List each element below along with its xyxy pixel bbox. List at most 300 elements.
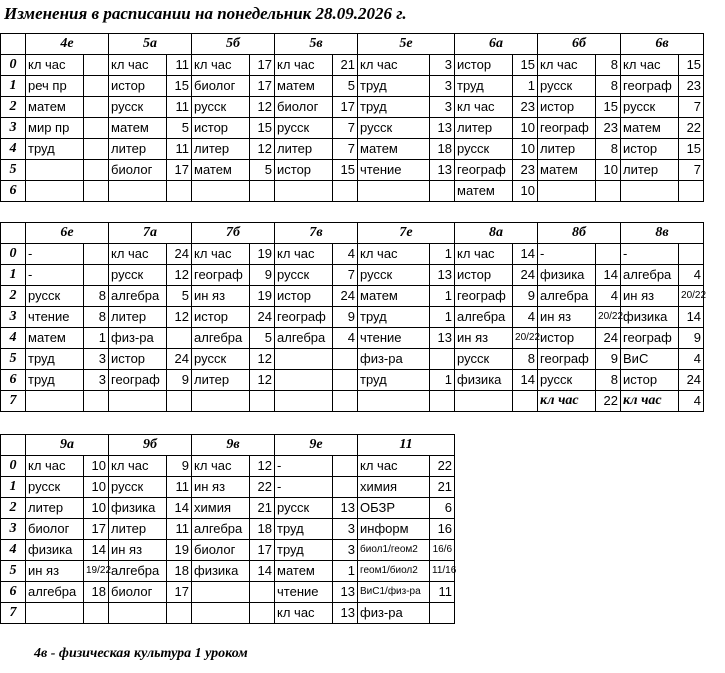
subject-cell: географ — [538, 118, 596, 139]
room-cell: 22 — [679, 118, 704, 139]
room-cell — [596, 181, 621, 202]
subject-cell: русск — [109, 265, 167, 286]
subject-cell: кл час — [192, 55, 250, 76]
room-cell — [250, 391, 275, 412]
room-cell: 1 — [333, 561, 358, 582]
subject-cell: матем — [109, 118, 167, 139]
subject-cell: ин яз — [621, 286, 679, 307]
room-cell: 17 — [333, 97, 358, 118]
subject-cell: - — [275, 456, 333, 477]
subject-cell: истор — [621, 370, 679, 391]
room-cell: 4 — [333, 244, 358, 265]
schedule-table-2 — [0, 222, 707, 412]
room-cell: 9 — [167, 370, 192, 391]
lesson-number: 4 — [1, 540, 26, 561]
lesson-number: 3 — [1, 307, 26, 328]
room-cell: 4 — [333, 328, 358, 349]
room-cell: 11 — [167, 97, 192, 118]
subject-cell: труд — [455, 76, 513, 97]
subject-cell: истор — [455, 265, 513, 286]
lesson-row — [1, 97, 704, 118]
subject-cell: физ-ра — [358, 349, 430, 370]
room-cell: 5 — [250, 328, 275, 349]
subject-cell: матем — [275, 561, 333, 582]
lesson-row — [1, 456, 455, 477]
subject-cell: ОБЗР — [358, 498, 430, 519]
lesson-number: 5 — [1, 561, 26, 582]
class-header: 8б — [538, 223, 621, 244]
room-cell: 15 — [596, 97, 621, 118]
subject-cell — [26, 603, 84, 624]
schedule-table-3 — [0, 434, 455, 624]
subject-cell: кл час — [455, 97, 513, 118]
lesson-number: 7 — [1, 391, 26, 412]
subject-cell: биолог — [275, 97, 333, 118]
subject-cell: ВиС — [621, 349, 679, 370]
corner-cell — [1, 34, 26, 55]
subject-cell: истор — [538, 328, 596, 349]
subject-cell: информ — [358, 519, 430, 540]
subject-cell: ин яз — [538, 307, 596, 328]
room-cell: 4 — [513, 307, 538, 328]
subject-cell: ВиС1/физ-ра — [358, 582, 430, 603]
subject-cell: литер — [538, 139, 596, 160]
subject-cell: литер — [192, 139, 250, 160]
lesson-number: 6 — [1, 582, 26, 603]
room-cell: 23 — [679, 76, 704, 97]
room-cell — [333, 391, 358, 412]
room-cell: 4 — [679, 265, 704, 286]
subject-cell: алгебра — [109, 286, 167, 307]
subject-cell: литер — [109, 307, 167, 328]
subject-cell: русск — [358, 118, 430, 139]
subject-cell: кл час — [275, 603, 333, 624]
room-cell: 7 — [679, 160, 704, 181]
room-cell: 8 — [84, 307, 109, 328]
room-cell: 22 — [250, 477, 275, 498]
room-cell: 10 — [84, 498, 109, 519]
room-cell — [679, 181, 704, 202]
subject-cell — [192, 603, 250, 624]
lesson-number: 5 — [1, 349, 26, 370]
lesson-number: 0 — [1, 244, 26, 265]
room-cell: 8 — [596, 139, 621, 160]
subject-cell — [621, 181, 679, 202]
subject-cell: русск — [538, 76, 596, 97]
room-cell: 18 — [167, 561, 192, 582]
subject-cell: литер — [109, 519, 167, 540]
subject-cell: физика — [455, 370, 513, 391]
lesson-number: 1 — [1, 477, 26, 498]
class-header: 6в — [621, 34, 704, 55]
room-cell — [250, 603, 275, 624]
room-cell: 13 — [430, 160, 455, 181]
subject-cell: кл час — [538, 391, 596, 412]
room-cell: 9 — [250, 265, 275, 286]
subject-cell: алгебра — [26, 582, 84, 603]
room-cell: 1 — [513, 76, 538, 97]
room-cell: 5 — [167, 286, 192, 307]
lesson-number: 5 — [1, 160, 26, 181]
room-cell: 14 — [513, 244, 538, 265]
subject-cell: физика — [621, 307, 679, 328]
subject-cell: алгебра — [621, 265, 679, 286]
room-cell: 7 — [333, 118, 358, 139]
room-cell: 11 — [430, 582, 455, 603]
subject-cell: русск — [455, 349, 513, 370]
subject-cell: географ — [621, 328, 679, 349]
room-cell: 11 — [167, 55, 192, 76]
lesson-number: 6 — [1, 370, 26, 391]
room-cell — [513, 391, 538, 412]
subject-cell: русск — [275, 118, 333, 139]
lesson-number: 4 — [1, 328, 26, 349]
room-cell: 1 — [430, 286, 455, 307]
subject-cell: кл час — [109, 55, 167, 76]
room-cell: 24 — [167, 349, 192, 370]
subject-cell: географ — [192, 265, 250, 286]
room-cell: 12 — [250, 370, 275, 391]
room-cell: 10 — [596, 160, 621, 181]
subject-cell: матем — [358, 139, 430, 160]
subject-cell: труд — [26, 349, 84, 370]
room-cell: 14 — [167, 498, 192, 519]
room-cell: 3 — [84, 370, 109, 391]
subject-cell — [109, 603, 167, 624]
class-header: 9б — [109, 435, 192, 456]
room-cell: 10 — [84, 477, 109, 498]
subject-cell: литер — [26, 498, 84, 519]
room-cell: 9 — [596, 349, 621, 370]
class-header: 7в — [275, 223, 358, 244]
lesson-row — [1, 265, 704, 286]
room-cell: 13 — [430, 118, 455, 139]
subject-cell: - — [275, 477, 333, 498]
room-cell: 6 — [430, 498, 455, 519]
subject-cell: русск — [26, 477, 84, 498]
room-cell: 21 — [250, 498, 275, 519]
subject-cell — [109, 391, 167, 412]
subject-cell: ин яз — [192, 286, 250, 307]
room-cell — [84, 391, 109, 412]
subject-cell: матем — [455, 181, 513, 202]
room-cell: 15 — [167, 76, 192, 97]
room-cell: 12 — [250, 456, 275, 477]
room-cell — [333, 370, 358, 391]
subject-cell: химия — [192, 498, 250, 519]
subject-cell — [26, 160, 84, 181]
room-cell: 23 — [596, 118, 621, 139]
lesson-number: 2 — [1, 498, 26, 519]
room-cell — [333, 181, 358, 202]
room-cell: 23 — [513, 160, 538, 181]
subject-cell: - — [26, 265, 84, 286]
subject-cell: истор — [109, 349, 167, 370]
lesson-row — [1, 328, 704, 349]
subject-cell: биол1/геом2 — [358, 540, 430, 561]
subject-cell: литер — [192, 370, 250, 391]
subject-cell: истор — [192, 118, 250, 139]
subject-cell: труд — [358, 97, 430, 118]
room-cell: 8 — [513, 349, 538, 370]
room-cell: 4 — [596, 286, 621, 307]
subject-cell: - — [26, 244, 84, 265]
room-cell: 7 — [333, 139, 358, 160]
lesson-number: 3 — [1, 519, 26, 540]
room-cell: 11 — [167, 139, 192, 160]
subject-cell: кл час — [275, 55, 333, 76]
class-header: 6б — [538, 34, 621, 55]
room-cell: 18 — [250, 519, 275, 540]
class-header: 4е — [26, 34, 109, 55]
subject-cell — [192, 391, 250, 412]
room-cell: 17 — [84, 519, 109, 540]
subject-cell: чтение — [358, 160, 430, 181]
lesson-row — [1, 181, 704, 202]
subject-cell: кл час — [455, 244, 513, 265]
subject-cell: биолог — [192, 540, 250, 561]
subject-cell: - — [621, 244, 679, 265]
subject-cell: истор — [621, 139, 679, 160]
subject-cell: биолог — [109, 160, 167, 181]
subject-cell: химия — [358, 477, 430, 498]
subject-cell: алгебра — [538, 286, 596, 307]
lesson-row — [1, 76, 704, 97]
subject-cell: труд — [358, 76, 430, 97]
room-cell: 10 — [513, 181, 538, 202]
room-cell — [430, 391, 455, 412]
lesson-row — [1, 498, 455, 519]
room-cell — [167, 603, 192, 624]
subject-cell — [455, 391, 513, 412]
room-cell: 16 — [430, 519, 455, 540]
subject-cell — [538, 181, 596, 202]
subject-cell: труд — [358, 370, 430, 391]
lesson-row — [1, 139, 704, 160]
corner-cell — [1, 223, 26, 244]
room-cell: 17 — [167, 160, 192, 181]
room-cell: 15 — [679, 139, 704, 160]
subject-cell: кл час — [192, 244, 250, 265]
room-cell — [333, 477, 358, 498]
subject-cell: чтение — [26, 307, 84, 328]
room-cell: 21 — [333, 55, 358, 76]
subject-cell — [358, 181, 430, 202]
page-title: Изменения в расписании на понедельник 28.09.2026 г. — [4, 4, 407, 23]
room-cell: 24 — [250, 307, 275, 328]
room-cell: 7 — [333, 265, 358, 286]
subject-cell — [192, 582, 250, 603]
room-cell: 3 — [430, 97, 455, 118]
lesson-number: 0 — [1, 456, 26, 477]
subject-cell — [192, 181, 250, 202]
class-header: 6а — [455, 34, 538, 55]
room-cell — [84, 160, 109, 181]
class-header: 5в — [275, 34, 358, 55]
subject-cell: русск — [275, 498, 333, 519]
subject-cell: русск — [192, 349, 250, 370]
subject-cell: реч пр — [26, 76, 84, 97]
lesson-row — [1, 244, 704, 265]
room-cell: 13 — [430, 265, 455, 286]
room-cell: 24 — [513, 265, 538, 286]
room-cell: 19 — [167, 540, 192, 561]
room-cell: 10 — [84, 456, 109, 477]
subject-cell — [26, 391, 84, 412]
subject-cell: алгебра — [192, 328, 250, 349]
room-cell: 24 — [333, 286, 358, 307]
room-cell: 20/22 — [596, 307, 621, 328]
subject-cell: географ — [621, 76, 679, 97]
subject-cell: чтение — [358, 328, 430, 349]
subject-cell: литер — [621, 160, 679, 181]
subject-cell: истор — [538, 97, 596, 118]
corner-cell — [1, 435, 26, 456]
subject-cell: русск — [26, 286, 84, 307]
subject-cell — [275, 391, 333, 412]
subject-cell: физ-ра — [109, 328, 167, 349]
lesson-number: 0 — [1, 55, 26, 76]
room-cell: 17 — [250, 540, 275, 561]
room-cell — [596, 244, 621, 265]
footnote: 4в - физическая культура 1 уроком — [34, 646, 248, 661]
subject-cell — [275, 370, 333, 391]
lesson-row — [1, 477, 455, 498]
subject-cell: физика — [26, 540, 84, 561]
room-cell: 1 — [430, 244, 455, 265]
subject-cell: истор — [109, 76, 167, 97]
class-header: 9в — [192, 435, 275, 456]
room-cell: 19/22 — [84, 561, 109, 582]
subject-cell: матем — [275, 76, 333, 97]
class-header: 11 — [358, 435, 455, 456]
class-header-row — [1, 34, 704, 55]
room-cell — [333, 349, 358, 370]
room-cell — [250, 582, 275, 603]
room-cell — [84, 97, 109, 118]
subject-cell: кл час — [358, 456, 430, 477]
room-cell: 15 — [250, 118, 275, 139]
room-cell: 1 — [430, 370, 455, 391]
room-cell: 13 — [333, 603, 358, 624]
room-cell: 22 — [596, 391, 621, 412]
subject-cell: русск — [538, 370, 596, 391]
room-cell: 23 — [513, 97, 538, 118]
subject-cell: географ — [275, 307, 333, 328]
subject-cell: русск — [455, 139, 513, 160]
room-cell — [84, 118, 109, 139]
lesson-number: 3 — [1, 118, 26, 139]
lesson-number: 1 — [1, 76, 26, 97]
subject-cell: биолог — [192, 76, 250, 97]
room-cell: 15 — [333, 160, 358, 181]
room-cell: 13 — [430, 328, 455, 349]
subject-cell: кл час — [109, 244, 167, 265]
room-cell — [84, 244, 109, 265]
room-cell — [430, 181, 455, 202]
room-cell: 11/16 — [430, 561, 455, 582]
room-cell: 4 — [679, 349, 704, 370]
room-cell: 20/22 — [513, 328, 538, 349]
room-cell: 13 — [333, 582, 358, 603]
subject-cell — [109, 181, 167, 202]
subject-cell: труд — [26, 370, 84, 391]
room-cell: 10 — [513, 118, 538, 139]
class-header: 5е — [358, 34, 455, 55]
subject-cell: матем — [26, 328, 84, 349]
subject-cell: физика — [109, 498, 167, 519]
lesson-row — [1, 561, 455, 582]
subject-cell: матем — [358, 286, 430, 307]
room-cell: 14 — [513, 370, 538, 391]
subject-cell: матем — [538, 160, 596, 181]
subject-cell: литер — [455, 118, 513, 139]
subject-cell — [275, 349, 333, 370]
subject-cell: русск — [621, 97, 679, 118]
subject-cell: русск — [192, 97, 250, 118]
subject-cell: кл час — [26, 456, 84, 477]
room-cell: 14 — [596, 265, 621, 286]
subject-cell: истор — [455, 55, 513, 76]
room-cell: 12 — [250, 97, 275, 118]
room-cell: 5 — [333, 76, 358, 97]
room-cell: 24 — [679, 370, 704, 391]
room-cell: 18 — [430, 139, 455, 160]
subject-cell: мир пр — [26, 118, 84, 139]
room-cell: 24 — [167, 244, 192, 265]
subject-cell: истор — [275, 286, 333, 307]
room-cell: 3 — [430, 55, 455, 76]
room-cell — [167, 328, 192, 349]
subject-cell: географ — [538, 349, 596, 370]
class-header-row — [1, 223, 704, 244]
lesson-number: 4 — [1, 139, 26, 160]
room-cell — [84, 139, 109, 160]
subject-cell: русск — [109, 97, 167, 118]
class-header: 9а — [26, 435, 109, 456]
subject-cell: географ — [455, 286, 513, 307]
class-header: 5б — [192, 34, 275, 55]
room-cell: 22 — [430, 456, 455, 477]
class-header: 7а — [109, 223, 192, 244]
subject-cell: физ-ра — [358, 603, 430, 624]
room-cell: 5 — [250, 160, 275, 181]
room-cell: 12 — [167, 265, 192, 286]
subject-cell: физика — [192, 561, 250, 582]
room-cell: 1 — [84, 328, 109, 349]
subject-cell: кл час — [109, 456, 167, 477]
lesson-number: 2 — [1, 97, 26, 118]
subject-cell: кл час — [26, 55, 84, 76]
room-cell: 13 — [333, 498, 358, 519]
subject-cell — [26, 181, 84, 202]
subject-cell: географ — [455, 160, 513, 181]
room-cell — [84, 181, 109, 202]
subject-cell: русск — [109, 477, 167, 498]
subject-cell: труд — [358, 307, 430, 328]
lesson-row — [1, 582, 455, 603]
room-cell: 3 — [333, 540, 358, 561]
subject-cell: кл час — [621, 55, 679, 76]
room-cell — [84, 55, 109, 76]
lesson-row — [1, 55, 704, 76]
room-cell: 12 — [250, 139, 275, 160]
room-cell: 14 — [679, 307, 704, 328]
room-cell: 3 — [430, 76, 455, 97]
room-cell: 9 — [333, 307, 358, 328]
subject-cell: физика — [538, 265, 596, 286]
lesson-row — [1, 603, 455, 624]
